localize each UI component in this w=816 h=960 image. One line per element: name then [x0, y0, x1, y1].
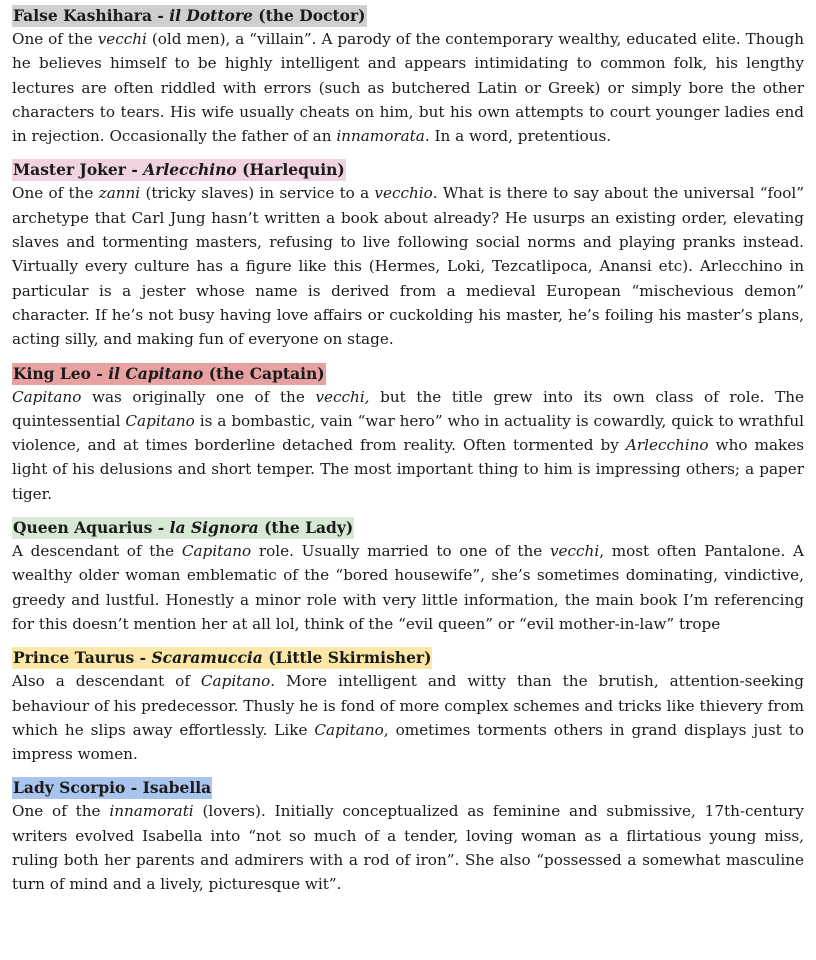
italic-term: Arlecchino [625, 436, 709, 455]
italic-term: Capitano [125, 411, 195, 430]
character-name: Prince Taurus [13, 648, 135, 668]
text-run: One of the [12, 802, 110, 821]
text-run: . In a word, pretentious. [424, 127, 612, 146]
text-run: (tricky slaves) in service to a [140, 184, 375, 203]
role-gloss: (Little Skirmisher) [262, 648, 432, 668]
entry-description [12, 385, 804, 506]
separator: - [134, 648, 152, 668]
entry-skirmisher [12, 647, 804, 766]
entry-isabella [12, 777, 804, 896]
italic-term: vecchi [549, 542, 600, 561]
entry-captain [12, 363, 804, 506]
text-run: , most often Pantalone. A wealthy older woman emblematic of the “bored housewife”, she’s sometimes dominating, vindictive, greedy and lustful. Honestly a minor role with very little information, the main book I’m referencing for this doesn’t mention her at all lol, think of the “evil queen” or “evil mother-in-law” trope [12, 542, 804, 633]
role-name: Arlecchino [143, 160, 237, 180]
separator: - [125, 778, 143, 798]
italic-term: vecchi, [315, 387, 370, 406]
entry-heading [12, 159, 346, 181]
text-run: (old men), a “villain”. A parody of the contemporary wealthy, educated elite. Though he believes himself to be highly intelligent and appears intimidating to common folk, his lengthy lectures are often riddled with errors (such as butchered Latin or Greek) or simply bore the other characters to tears. His wife usually cheats on him, but his own attempts to court younger ladies end in rejection. Occasionally the father of an [12, 30, 804, 146]
role-gloss: Isabella [142, 778, 212, 798]
italic-term: zanni [98, 184, 141, 203]
role-name: Scaramuccia [151, 648, 263, 668]
character-name: Queen Aquarius [13, 518, 153, 538]
character-name: Master Joker [13, 160, 126, 180]
entry-doctor [12, 5, 804, 148]
italic-term: vecchio [374, 184, 433, 203]
text-run: . What is there to say about the universal “fool” archetype that Carl Jung hasn’t written a book about already? He usurps an existing order, elevating slaves and tormenting masters, refusing to live following social norms and playing pranks instead. Virtually every culture has a figure like this (Hermes, Loki, Tezcatlipoca, Anansi etc). Arlecchino in particular is a jester whose name is derived from a medieval European “mischevious demon” character. If he’s not busy having love affairs or cuckolding his master, he’s foiling his master’s plans, acting silly, and making fun of everyone on stage. [12, 184, 805, 349]
character-list [12, 5, 804, 908]
entry-description [12, 799, 804, 896]
entry-description [12, 669, 804, 766]
entry-description [12, 181, 804, 351]
entry-heading [12, 777, 212, 799]
text-run: . More intelligent and witty than the brutish, attention-seeking behaviour of his predecessor. Thusly he is fond of more complex schemes and tricks like thievery from which he slips away effortlessly. Like [12, 672, 805, 739]
entry-heading [12, 363, 326, 385]
separator: - [90, 363, 109, 383]
entry-lady [12, 517, 804, 636]
entry-description [12, 27, 804, 148]
entry-harlequin [12, 159, 804, 351]
text-run: (lovers). Initially conceptualized as feminine and submissive, 17th-century writers evolved Isabella into “not so much of a tender, loving woman as a flirtatious young miss, ruling both her parents and admirers with a rod of iron”. She also “possessed a somewhat masculine turn of mind and a lively, picturesque wit”. [12, 802, 804, 894]
italic-term: Capitano [12, 387, 82, 406]
text-run: but the title grew into its own class of role. The quintessential [12, 387, 804, 430]
separator: - [152, 518, 170, 538]
entry-heading [12, 647, 432, 669]
character-name: Lady Scorpio [13, 778, 126, 798]
role-gloss: (the Captain) [203, 363, 325, 383]
entry-description [12, 539, 804, 636]
character-name: King Leo [13, 363, 91, 383]
role-name: il Dottore [169, 6, 253, 25]
text-run: is a bombastic, vain “war hero” who in actuality is cowardly, quick to wrathful violence, and at times borderline detached from reality. Often tormented by [12, 411, 804, 455]
text-run: Also a descendant of [12, 672, 201, 691]
italic-term: Capitano [314, 720, 384, 739]
role-gloss: (Harlequin) [236, 160, 345, 180]
separator: - [125, 160, 144, 180]
role-name: la Signora [169, 518, 259, 538]
role-gloss: (the Lady) [258, 518, 354, 538]
italic-term: innamorata [336, 127, 425, 146]
separator: - [152, 6, 170, 25]
role-gloss: (the Doctor) [252, 6, 366, 25]
text-run: role. Usually married to one of the [251, 542, 550, 561]
text-run: who makes light of his delusions and short temper. The most important thing to him is impressing others; a paper tiger. [12, 436, 804, 503]
italic-term: Capitano [181, 542, 252, 561]
entry-heading [12, 5, 367, 27]
role-name: il Capitano [108, 363, 204, 383]
text-run: A descendant of the [12, 542, 182, 561]
text-run: One of the [12, 184, 99, 203]
entry-heading [12, 517, 354, 539]
text-run: One of the [12, 30, 98, 48]
italic-term: innamorati [109, 802, 194, 821]
italic-term: Capitano [200, 672, 271, 691]
text-run: was originally one of the [81, 387, 316, 406]
italic-term: vecchi [97, 30, 147, 48]
text-run: , ometimes torments others in grand displays just to impress women. [12, 720, 804, 764]
character-name: False Kashihara [13, 6, 152, 25]
